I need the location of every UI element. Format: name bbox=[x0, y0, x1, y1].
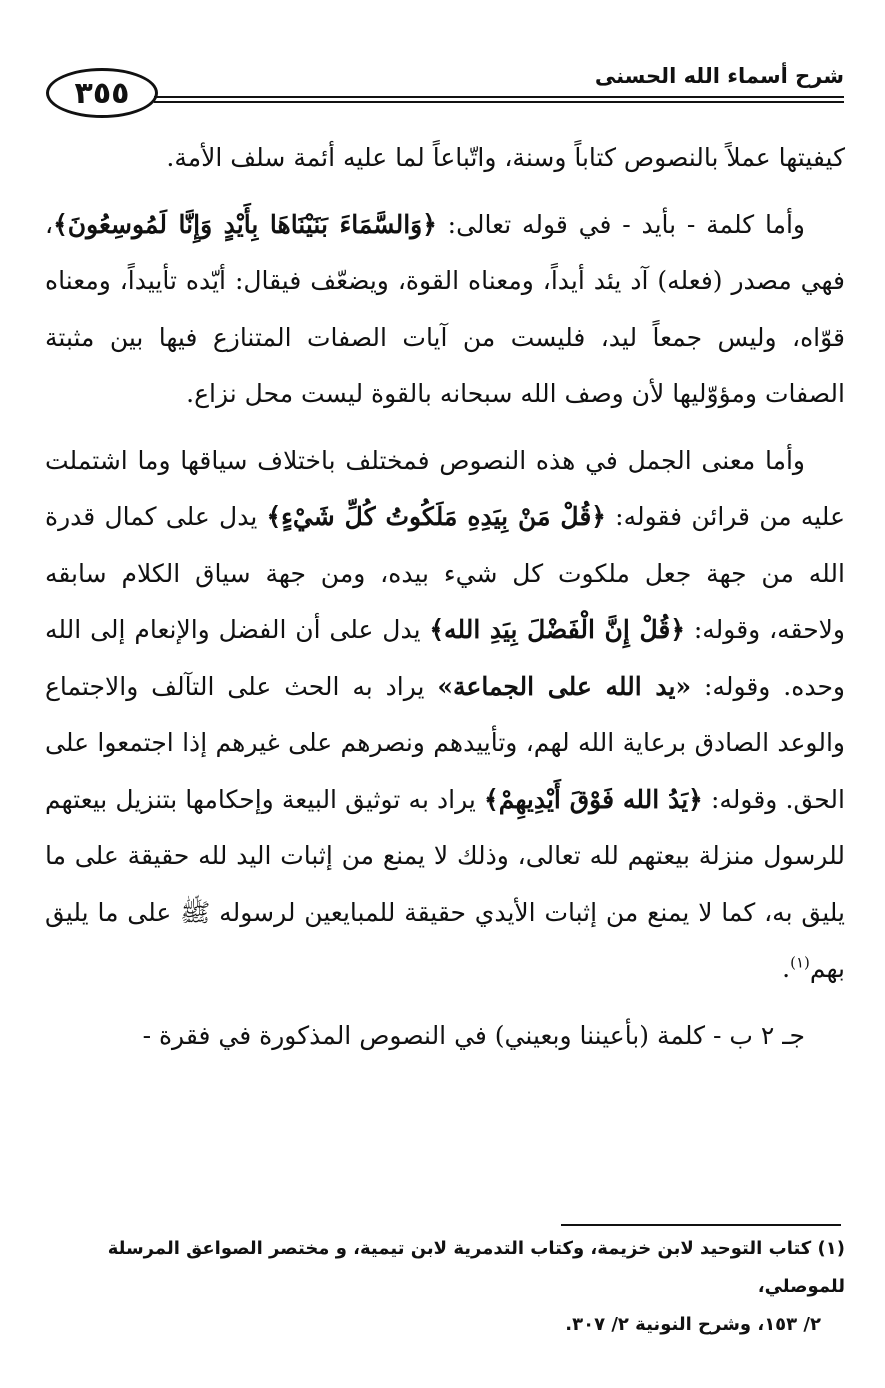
footnote-separator bbox=[561, 1224, 841, 1226]
paragraph-3-text-d: يراد به الحث على التآلف والاجتماع والوعد الصادق برعاية الله لهم، وتأييدهم ونصرهم على غيرهم إذا اجتمعوا على الحق. وقوله: bbox=[45, 671, 845, 814]
quran-verse-4: ﴿يَدُ الله فَوْقَ أَيْدِيهِمْ﴾ bbox=[484, 784, 703, 814]
page-header bbox=[44, 62, 844, 132]
footnote-reference[interactable]: (١) bbox=[790, 953, 810, 972]
page-number: ٣٥٥ bbox=[46, 68, 158, 118]
main-text bbox=[45, 130, 845, 1074]
paragraph-4 bbox=[45, 1008, 845, 1065]
quran-verse-2: ﴿قُلْ مَنْ بِيَدِهِ مَلَكُوتُ كُلِّ شَيْءٍ﴾ bbox=[266, 502, 606, 531]
paragraph-4-text: جـ ٢ ب - كلمة (بأعيننا وبعيني) في النصوص المذكورة في فقرة - bbox=[142, 1020, 805, 1050]
paragraph-2-intro: وأما كلمة - بأيد - في قوله تعالى: bbox=[436, 209, 805, 239]
paragraph-3-intro: وأما معنى الجمل في هذه النصوص فمختلف باختلاف سياقها وما اشتملت عليه من قرائن فقوله: bbox=[45, 445, 845, 531]
paragraph-3-text-e: يراد به توثيق البيعة وإحكامها بتنزيل بيعتهم للرسول منزلة بيعتهم لله تعالى، وذلك لا يمنع من إثبات اليد لله حقيقة على ما يليق به، كما لا يمنع من إثبات الأيدي حقيقة للمبايعين لرسوله ﷺ على ما يليق بهم bbox=[45, 784, 845, 983]
footnotes bbox=[45, 1230, 845, 1344]
hadith-quote: «يد الله على الجماعة» bbox=[437, 671, 692, 701]
footnote-1-line-2: ٢/ ١٥٣، وشرح النونية ٢/ ٣٠٧. bbox=[565, 1314, 821, 1335]
footnote-1-line-1: (١) كتاب التوحيد لابن خزيمة، وكتاب التدمرية لابن تيمية، و مختصر الصواعق المرسلة للموصلي، bbox=[107, 1238, 845, 1297]
quran-verse-1: ﴿وَالسَّمَاءَ بَنَيْنَاهَا بِأَيْدٍ وَإِنَّا لَمُوسِعُونَ﴾ bbox=[53, 209, 437, 239]
paragraph-3-end: . bbox=[782, 954, 791, 983]
header-rule bbox=[154, 96, 844, 98]
header-rule-double bbox=[154, 101, 844, 103]
running-title: شرح أسماء الله الحسنى bbox=[594, 64, 844, 88]
paragraph-2 bbox=[45, 197, 845, 423]
paragraph-3 bbox=[45, 433, 845, 998]
quran-verse-3: ﴿قُلْ إِنَّ الْفَضْلَ بِيَدِ الله﴾ bbox=[429, 615, 685, 644]
paragraph-2-text: ، فهي مصدر (فعله) آد يئد أيداً، ومعناه القوة، ويضعّف فيقال: أيّده تأييداً، ومعناه قوّاه، وليس جمعاً ليد، فليست من آيات الصفات المتنازع فيها بين مثبتة الصفات ومؤوّليها لأن وصف الله سبحانه بالقوة ليست محل نزاع. bbox=[45, 209, 845, 408]
footnote-1 bbox=[45, 1230, 845, 1344]
paragraph-3-text-b: يدل على كمال قدرة الله من جهة جعل ملكوت كل شيء بيده، ومن جهة سياق الكلام سابقه ولاحقه، وقوله: bbox=[45, 502, 845, 644]
paragraph-1 bbox=[45, 130, 845, 187]
paragraph-3-text-c: يدل على أن الفضل والإنعام إلى الله وحده. وقوله: bbox=[45, 615, 845, 701]
paragraph-1-text: كيفيتها عملاً بالنصوص كتاباً وسنة، واتّباعاً لما عليه أئمة سلف الأمة. bbox=[166, 143, 845, 172]
